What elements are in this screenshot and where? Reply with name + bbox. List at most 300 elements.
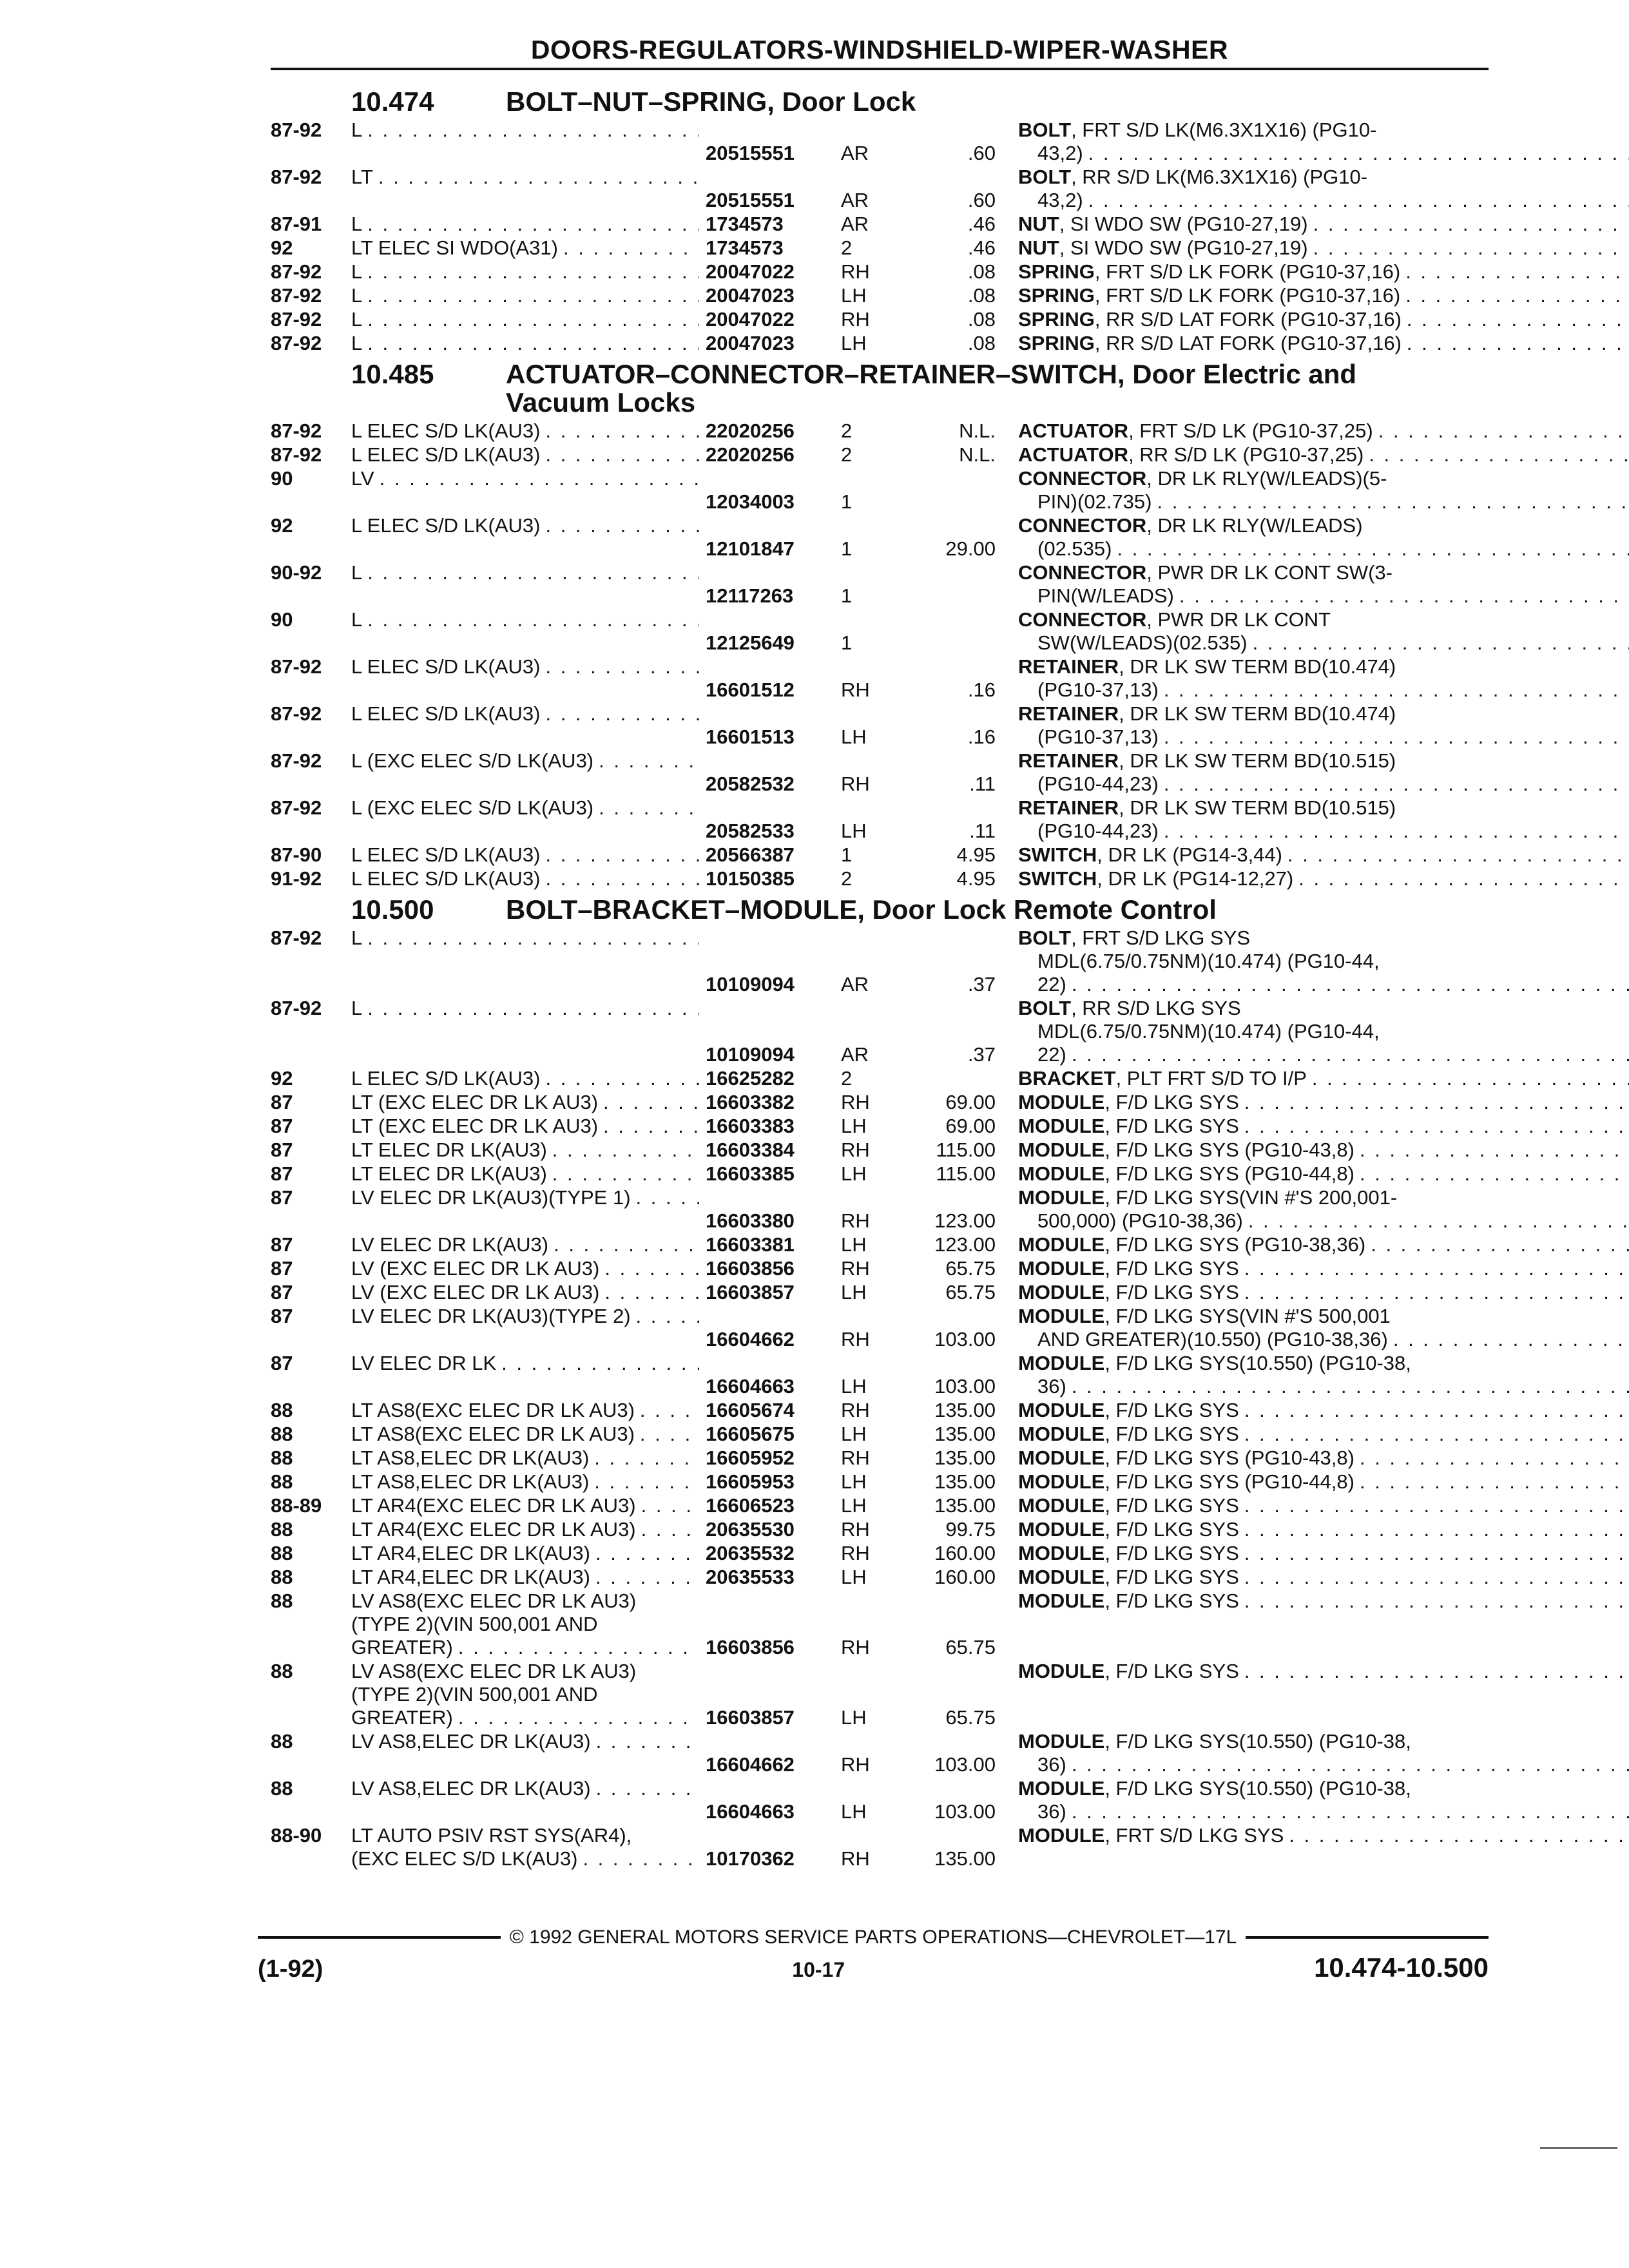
usage-description <box>351 236 706 260</box>
usage-text: L ELEC S/D LK(AU3) <box>351 702 541 725</box>
description-line <box>1018 443 1629 466</box>
description-text <box>1018 1162 1354 1186</box>
price: 103.00 <box>934 1328 996 1350</box>
description-detail: , DR LK SW TERM BD(10.474) <box>1119 702 1396 725</box>
dot-leader <box>599 749 699 773</box>
description-text <box>1018 1115 1239 1138</box>
usage-text: LT ELEC SI WDO(A31) <box>351 236 558 259</box>
section-title <box>271 88 1489 116</box>
parts-row <box>271 1777 1489 1823</box>
description-line <box>1018 1777 1629 1800</box>
dot-leader <box>545 843 699 867</box>
description-keyword: BRACKET <box>1018 1067 1116 1090</box>
part-number: 20047022 <box>706 308 795 331</box>
price: 160.00 <box>934 1542 996 1564</box>
quantity: LH <box>841 1800 867 1823</box>
usage-text: LT AR4,ELEC DR LK(AU3) <box>351 1566 590 1588</box>
dot-leader <box>367 284 699 307</box>
description-keyword: BOLT <box>1018 166 1072 188</box>
usage-line <box>351 1162 706 1186</box>
part-number: 12034003 <box>706 490 795 513</box>
usage-line <box>351 166 706 189</box>
model-years: 87-92 <box>271 308 322 331</box>
description-line <box>1018 1399 1629 1422</box>
usage-text: L (EXC ELEC S/D LK(AU3) <box>351 796 594 819</box>
description-line <box>1018 166 1629 189</box>
model-years: 88-89 <box>271 1494 322 1517</box>
parts-row <box>271 1352 1489 1398</box>
usage-description <box>351 1162 706 1186</box>
description-detail: , FRT S/D LK (PG10-37,25) <box>1128 419 1373 442</box>
description-detail: , F/D LKG SYS <box>1104 1257 1239 1280</box>
page-header <box>271 35 1489 70</box>
description-line <box>1018 773 1629 796</box>
description-detail: , SI WDO SW (PG10-27,19) <box>1059 213 1308 235</box>
usage-line <box>351 260 706 284</box>
dot-leader <box>641 1518 699 1541</box>
description-keyword: MODULE <box>1018 1777 1105 1800</box>
description-detail: , DR LK SW TERM BD(10.474) <box>1119 655 1396 678</box>
model-years: 88 <box>271 1518 293 1541</box>
quantity: LH <box>841 1566 867 1588</box>
description-keyword: MODULE <box>1018 1305 1105 1327</box>
description-text <box>1018 166 1367 189</box>
description-text <box>1018 1566 1239 1589</box>
part-description <box>1018 1139 1629 1162</box>
price: 69.00 <box>945 1091 996 1113</box>
usage-line <box>351 1446 706 1470</box>
parts-row <box>271 655 1489 702</box>
description-keyword: BOLT <box>1018 927 1072 949</box>
usage-line <box>351 796 706 820</box>
dot-leader <box>595 1542 699 1565</box>
description-keyword: CONNECTOR <box>1018 561 1147 584</box>
dot-leader <box>458 1706 699 1729</box>
dot-leader <box>552 1139 699 1162</box>
usage-line <box>351 514 706 537</box>
description-text <box>1037 142 1083 165</box>
model-years: 87-92 <box>271 284 322 307</box>
usage-text: LT (EXC ELEC DR LK AU3) <box>351 1115 599 1137</box>
usage-line <box>351 308 706 331</box>
part-description <box>1018 843 1629 867</box>
section-title <box>271 360 1489 417</box>
description-line <box>1018 1446 1629 1470</box>
quantity: LH <box>841 1706 867 1729</box>
dot-leader <box>378 166 699 189</box>
description-line <box>1018 867 1629 890</box>
part-description <box>1018 1186 1629 1233</box>
dot-leader <box>1360 1139 1629 1162</box>
quantity: RH <box>841 1139 870 1161</box>
parts-row <box>271 1281 1489 1304</box>
dot-leader <box>563 236 699 260</box>
usage-text: L ELEC S/D LK(AU3) <box>351 843 541 866</box>
description-text <box>1018 561 1393 584</box>
description-line <box>1018 1115 1629 1138</box>
description-text <box>1018 284 1400 307</box>
usage-description <box>351 308 706 331</box>
parts-row <box>271 1067 1489 1090</box>
part-number: 16603857 <box>706 1706 795 1729</box>
quantity: LH <box>841 1375 867 1398</box>
part-number: 16605952 <box>706 1446 795 1469</box>
description-line <box>1018 1162 1629 1186</box>
description-line <box>1018 1139 1629 1162</box>
model-years: 87 <box>271 1091 293 1113</box>
part-number: 16606523 <box>706 1494 795 1517</box>
page-footer <box>258 1927 1489 1983</box>
quantity: RH <box>841 1542 870 1564</box>
part-description <box>1018 260 1629 284</box>
dot-leader <box>367 608 699 631</box>
usage-description <box>351 1470 706 1494</box>
dot-leader <box>367 308 699 331</box>
description-detail: (02.535) <box>1037 537 1112 560</box>
price: .08 <box>967 332 996 354</box>
usage-line <box>351 213 706 236</box>
description-detail: , RR S/D LK (PG10-37,25) <box>1128 443 1364 466</box>
model-years: 90-92 <box>271 561 322 584</box>
dot-leader <box>545 514 699 537</box>
usage-description <box>351 332 706 355</box>
parts-row <box>271 443 1489 466</box>
dot-leader <box>367 997 699 1020</box>
dot-leader <box>1244 1399 1629 1422</box>
description-line <box>1018 702 1629 726</box>
description-keyword: MODULE <box>1018 1281 1105 1303</box>
description-line <box>1018 1800 1629 1823</box>
parts-row <box>271 1139 1489 1162</box>
model-years: 87-92 <box>271 927 322 949</box>
dot-leader <box>458 1636 699 1659</box>
description-line <box>1018 796 1629 820</box>
part-description <box>1018 284 1629 307</box>
dot-leader <box>594 1446 699 1470</box>
parts-catalog-sections <box>271 82 1489 1871</box>
usage-line <box>351 1683 706 1706</box>
dot-leader <box>1405 260 1629 284</box>
usage-line <box>351 1186 706 1209</box>
description-detail: , F/D LKG SYS(10.550) (PG10-38, <box>1104 1730 1411 1753</box>
parts-row <box>271 1115 1489 1138</box>
dot-leader <box>1164 678 1629 702</box>
description-line <box>1018 1043 1629 1066</box>
description-detail: , DR LK (PG14-12,27) <box>1097 867 1294 890</box>
dot-leader <box>1407 308 1629 331</box>
parts-row <box>271 1518 1489 1541</box>
parts-row <box>271 1233 1489 1256</box>
description-text <box>1018 1399 1239 1422</box>
usage-description <box>351 1494 706 1517</box>
dot-leader <box>367 213 699 236</box>
usage-description <box>351 1186 706 1233</box>
usage-text: LV AS8,ELEC DR LK(AU3) <box>351 1730 591 1753</box>
description-line <box>1018 820 1629 843</box>
description-line <box>1018 1590 1629 1613</box>
section-code: 10.485 <box>351 359 434 389</box>
description-text <box>1018 1660 1239 1683</box>
description-line <box>1018 997 1629 1020</box>
model-years: 87-92 <box>271 796 322 819</box>
usage-description <box>351 119 706 165</box>
description-detail: , F/D LKG SYS <box>1104 1566 1239 1588</box>
price: .46 <box>967 236 996 259</box>
description-text <box>1037 537 1112 561</box>
description-line <box>1018 260 1629 284</box>
quantity: RH <box>841 1328 870 1350</box>
model-years: 88 <box>271 1777 293 1800</box>
description-keyword: MODULE <box>1018 1162 1105 1185</box>
price: 29.00 <box>945 537 996 560</box>
description-line <box>1018 419 1629 443</box>
footer-copyright-line <box>258 1927 1489 1948</box>
description-detail: , DR LK SW TERM BD(10.515) <box>1119 749 1396 772</box>
parts-row <box>271 1470 1489 1494</box>
quantity: 2 <box>841 867 853 890</box>
description-line <box>1018 213 1629 236</box>
usage-text: L <box>351 284 363 307</box>
description-line <box>1018 1091 1629 1114</box>
description-detail: (PG10-37,13) <box>1037 678 1159 701</box>
usage-description <box>351 1730 706 1776</box>
dot-leader <box>603 1091 699 1114</box>
parts-row <box>271 1162 1489 1186</box>
dot-leader <box>380 467 699 490</box>
description-detail: , F/D LKG SYS (PG10-44,8) <box>1104 1162 1354 1185</box>
parts-row <box>271 997 1489 1066</box>
section-title <box>271 896 1489 924</box>
description-detail: 36) <box>1037 1753 1066 1776</box>
description-line <box>1018 1542 1629 1565</box>
description-keyword: MODULE <box>1018 1091 1105 1113</box>
part-number: 10109094 <box>706 973 795 995</box>
quantity: LH <box>841 1494 867 1517</box>
part-description <box>1018 467 1629 514</box>
description-text <box>1018 1423 1239 1446</box>
dot-leader <box>1164 773 1629 796</box>
part-description <box>1018 119 1629 165</box>
usage-text: LT AS8,ELEC DR LK(AU3) <box>351 1470 590 1493</box>
description-line <box>1018 1566 1629 1589</box>
usage-text: LT ELEC DR LK(AU3) <box>351 1162 547 1185</box>
quantity: LH <box>841 1281 867 1303</box>
usage-text: LT AS8(EXC ELEC DR LK AU3) <box>351 1423 635 1445</box>
description-detail: , SI WDO SW (PG10-27,19) <box>1059 236 1308 259</box>
description-detail: AND GREATER)(10.550) (PG10-38,36) <box>1037 1328 1388 1350</box>
description-text <box>1018 1824 1284 1847</box>
parts-row <box>271 260 1489 284</box>
part-description <box>1018 702 1629 749</box>
part-description <box>1018 608 1629 655</box>
dot-leader <box>1253 631 1629 655</box>
dot-leader <box>367 332 699 355</box>
description-text <box>1018 1777 1411 1800</box>
dot-leader <box>1072 1753 1629 1776</box>
description-line <box>1018 1281 1629 1304</box>
scan-mark <box>1540 2147 1617 2149</box>
usage-text: LV AS8,ELEC DR LK(AU3) <box>351 1777 591 1800</box>
price: 135.00 <box>934 1847 996 1870</box>
usage-description <box>351 1399 706 1422</box>
description-detail: , F/D LKG SYS (PG10-44,8) <box>1104 1470 1354 1493</box>
description-text <box>1018 1139 1354 1162</box>
dot-leader <box>501 1352 699 1375</box>
usage-line <box>351 1305 706 1328</box>
part-description <box>1018 1824 1629 1870</box>
model-years: 88 <box>271 1730 293 1753</box>
parts-row <box>271 236 1489 260</box>
description-line <box>1018 1470 1629 1494</box>
description-text <box>1018 1518 1239 1541</box>
section-name-line: Vacuum Locks <box>506 387 696 418</box>
description-detail: , FRT S/D LK FORK (PG10-37,16) <box>1094 260 1401 283</box>
description-detail: MDL(6.75/0.75NM)(10.474) (PG10-44, <box>1037 950 1380 972</box>
usage-description <box>351 608 706 655</box>
usage-description <box>351 1139 706 1162</box>
description-detail: , F/D LKG SYS (PG10-43,8) <box>1104 1139 1354 1161</box>
description-text <box>1037 973 1066 996</box>
price: 115.00 <box>936 1139 996 1161</box>
usage-line <box>351 843 706 867</box>
dot-leader <box>1088 189 1629 212</box>
part-number: 16603856 <box>706 1636 795 1658</box>
part-number: 20566387 <box>706 843 795 866</box>
usage-text: (TYPE 2)(VIN 500,001 AND <box>351 1683 598 1706</box>
quantity: LH <box>841 1470 867 1493</box>
usage-text: L ELEC S/D LK(AU3) <box>351 419 541 442</box>
part-description <box>1018 419 1629 443</box>
usage-text: LV <box>351 467 374 490</box>
model-years: 87-92 <box>271 119 322 141</box>
description-line <box>1018 726 1629 749</box>
part-description <box>1018 1494 1629 1517</box>
parts-row <box>271 1566 1489 1589</box>
quantity: 2 <box>841 443 853 466</box>
description-keyword: MODULE <box>1018 1660 1105 1682</box>
description-text <box>1018 308 1402 331</box>
usage-description <box>351 1660 706 1729</box>
usage-description <box>351 1281 706 1304</box>
parts-row <box>271 1590 1489 1659</box>
part-number: 20515551 <box>706 142 795 164</box>
parts-row <box>271 166 1489 212</box>
description-line <box>1018 561 1629 584</box>
part-description <box>1018 867 1629 890</box>
part-number: 16604662 <box>706 1328 795 1350</box>
description-line <box>1018 1494 1629 1517</box>
parts-row <box>271 749 1489 796</box>
dot-leader <box>595 1566 699 1589</box>
description-line <box>1018 514 1629 537</box>
quantity: LH <box>841 1162 867 1185</box>
description-keyword: SPRING <box>1018 260 1095 283</box>
description-line <box>1018 1660 1629 1683</box>
description-keyword: BOLT <box>1018 997 1072 1019</box>
price: .60 <box>967 142 996 164</box>
quantity: RH <box>841 1257 870 1280</box>
usage-description <box>351 213 706 236</box>
usage-line <box>351 1847 706 1870</box>
description-detail: , FRT S/D LK(M6.3X1X16) (PG10- <box>1071 119 1377 141</box>
dot-leader <box>552 1162 699 1186</box>
page-number: 10-17 <box>792 1958 845 1981</box>
usage-description <box>351 1446 706 1470</box>
description-keyword: MODULE <box>1018 1730 1105 1753</box>
model-years: 88-90 <box>271 1824 322 1847</box>
usage-description <box>351 702 706 749</box>
description-keyword: MODULE <box>1018 1518 1105 1541</box>
description-text <box>1037 1753 1066 1776</box>
usage-text: L (EXC ELEC S/D LK(AU3) <box>351 749 594 772</box>
usage-text: LT AR4(EXC ELEC DR LK AU3) <box>351 1518 636 1541</box>
description-keyword: MODULE <box>1018 1139 1105 1161</box>
description-line <box>1018 308 1629 331</box>
dot-leader <box>1378 419 1629 443</box>
dot-leader <box>1072 973 1629 996</box>
part-number: 16604663 <box>706 1375 795 1398</box>
description-line <box>1018 1209 1629 1233</box>
description-line <box>1018 236 1629 260</box>
description-keyword: MODULE <box>1018 1233 1105 1256</box>
usage-text: LV (EXC ELEC DR LK AU3) <box>351 1281 600 1303</box>
parts-row <box>271 119 1489 165</box>
dot-leader <box>1360 1446 1629 1470</box>
usage-description <box>351 749 706 796</box>
part-number: 1734573 <box>706 236 784 259</box>
part-number: 16603384 <box>706 1139 795 1161</box>
usage-description <box>351 843 706 867</box>
usage-line <box>351 655 706 678</box>
usage-line <box>351 1660 706 1683</box>
description-keyword: MODULE <box>1018 1186 1105 1209</box>
quantity: AR <box>841 973 869 995</box>
section-code: 10.500 <box>351 894 434 925</box>
parts-row <box>271 608 1489 655</box>
quantity: 2 <box>841 419 853 442</box>
usage-text: LV ELEC DR LK(AU3) <box>351 1233 549 1256</box>
description-keyword: MODULE <box>1018 1115 1105 1137</box>
description-detail: 43,2) <box>1037 189 1083 211</box>
description-text <box>1037 1800 1066 1823</box>
quantity: RH <box>841 1753 870 1776</box>
dot-leader <box>554 1233 699 1256</box>
description-detail: , F/D LKG SYS <box>1104 1281 1239 1303</box>
usage-line <box>351 1566 706 1589</box>
description-detail: , F/D LKG SYS <box>1104 1423 1239 1445</box>
usage-line <box>351 1613 706 1636</box>
description-detail: , RR S/D LK(M6.3X1X16) (PG10- <box>1071 166 1368 188</box>
part-description <box>1018 1470 1629 1494</box>
description-line <box>1018 467 1629 490</box>
description-text <box>1018 1446 1354 1470</box>
description-text <box>1018 1352 1411 1375</box>
model-years: 87-92 <box>271 419 322 442</box>
price: 103.00 <box>934 1753 996 1776</box>
quantity: LH <box>841 1233 867 1256</box>
description-detail: , RR S/D LAT FORK (PG10-37,16) <box>1094 308 1402 331</box>
usage-description <box>351 1518 706 1541</box>
description-keyword: RETAINER <box>1018 655 1119 678</box>
quantity: AR <box>841 142 869 164</box>
description-detail: , F/D LKG SYS <box>1104 1115 1239 1137</box>
usage-description <box>351 927 706 996</box>
part-number: 20047023 <box>706 284 795 307</box>
description-keyword: RETAINER <box>1018 702 1119 725</box>
usage-text: LT AR4,ELEC DR LK(AU3) <box>351 1542 590 1564</box>
description-line <box>1018 1233 1629 1256</box>
part-description <box>1018 749 1629 796</box>
